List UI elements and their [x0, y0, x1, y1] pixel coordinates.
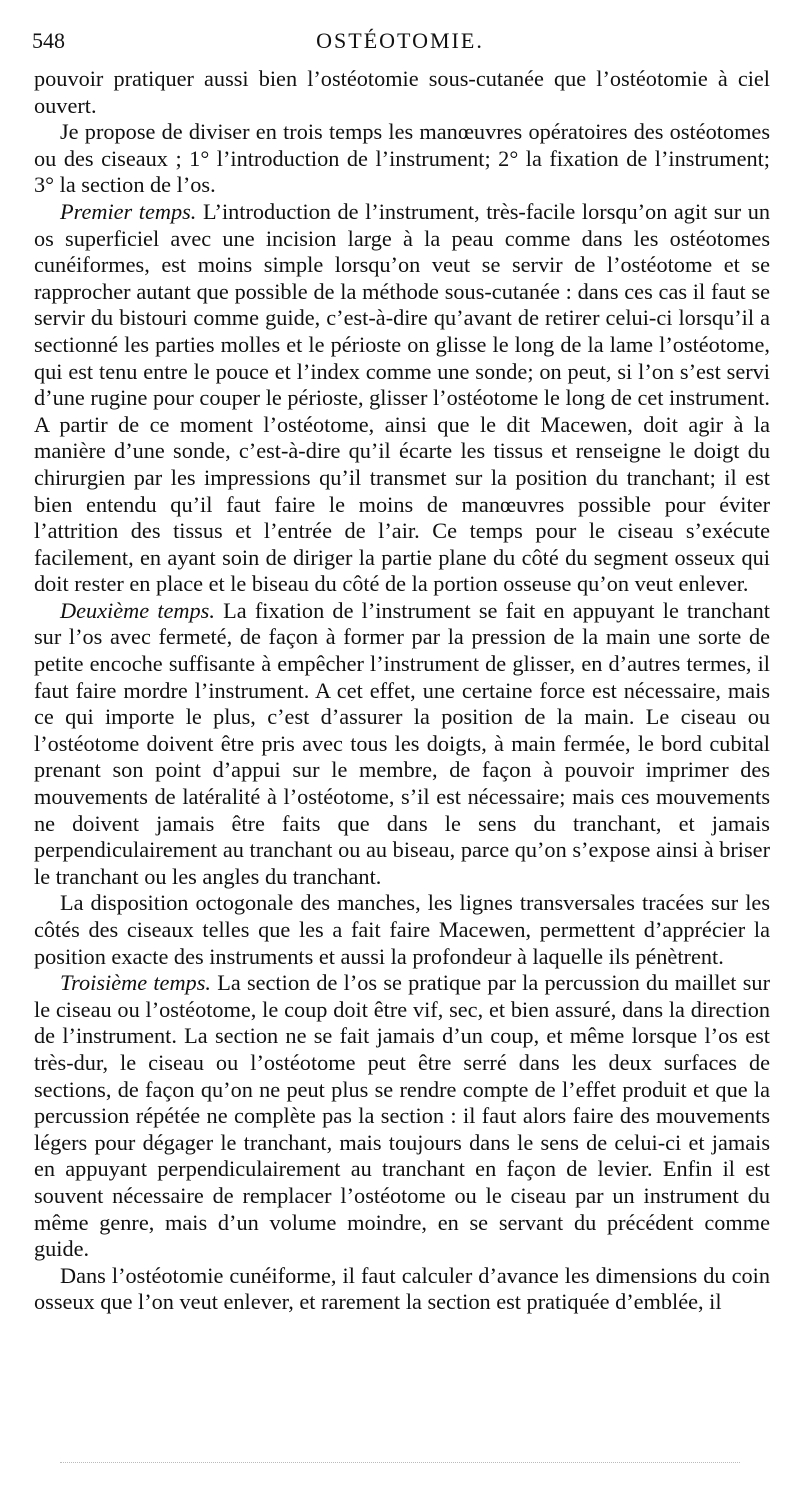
paragraph-text: L’introduction de l’instrument, très-facile lorsqu’on agit sur un os superficiel avec une incision large à la peau comme dans les ostéotomes cunéiformes, est moins simple lorsqu’on veut se servir de l’ostéotome et se rapprocher autant que possible de la méthode sous-cutanée : dans ces cas il faut se servir du bistouri comme guide, c’est-à-dire qu’avant de retirer celui-ci lorsqu’il a sectionné les parties molles et le périoste on glisse le long de la lame l’ostéotome, qui est tenu entre le pouce et l’index comme une sonde; on peut, si l’on s’est servi d’une rugine pour couper le périoste, glisser l’ostéotome le long de cet instrument. A partir de ce moment l’ostéotome, ainsi que le dit Macewen, doit agir à la manière d’une sonde, c’est-à-dire qu’il écarte les tissus et renseigne le doigt du chirurgien par les impressions qu’il transmet sur la position du tranchant; il est bien entendu qu’il faut faire le moins de manœuvres possible pour éviter l’attrition des tissus et l’entrée de l’air. Ce temps pour le ciseau s’exécute facilement, en ayant soin de diriger la partie plane du côté du segment osseux qui doit rester en place et le biseau du côté de la portion osseuse qu’on veut enlever.: [34, 198, 770, 597]
paragraph-lead: Deuxième temps.: [60, 597, 215, 623]
paragraph: [34, 1263, 770, 1316]
paragraph: [34, 890, 770, 970]
paragraph: [34, 970, 770, 1263]
bleed-through-line: [60, 1462, 740, 1463]
paragraph-text: Je propose de diviser en trois temps les manœuvres opératoires des ostéotomes ou des ciseaux ; 1° l’introduction de l’instrument; 2° la fixation de l’instrument; 3° la section de l’os.: [34, 119, 770, 198]
paragraph-lead: Premier temps.: [60, 198, 197, 224]
paragraph: [34, 119, 770, 199]
page-header: [32, 28, 768, 60]
paragraph: [34, 66, 770, 119]
paragraph-text: Dans l’ostéotomie cunéiforme, il faut calculer d’avance les dimensions du coin osseux que l’on veut enlever, et rarement la section est pratiquée d’emblée, il: [34, 1262, 770, 1315]
paragraph: [34, 598, 770, 891]
running-title: OSTÉOTOMIE.: [316, 28, 484, 53]
paragraph-text: La section de l’os se pratique par la percussion du maillet sur le ciseau ou l’ostéotome, le coup doit être vif, sec, et bien assuré, dans la direction de l’instrument. La section ne se fait jamais d’un coup, et même lorsque l’os est très-dur, le ciseau ou l’ostéotome peut être serré dans les deux surfaces de sections, de façon qu’on ne peut plus se rendre compte de l’effet produit et que la percussion répétée ne complète pas la section : il faut alors faire des mouvements légers pour dégager le tranchant, mais toujours dans le sens de celui-ci et jamais en appuyant perpendiculairement au tranchant en façon de levier. Enfin il est souvent nécessaire de remplacer l’ostéotome ou le ciseau par un instrument du même genre, mais d’un volume moindre, en se servant du précédent comme guide.: [34, 970, 770, 1262]
body-text: [34, 66, 770, 1316]
paragraph-text: La disposition octogonale des manches, les lignes transversales tracées sur les côtés des ciseaux telles que les a fait faire Macewen, permettent d’apprécier la position exacte des instruments et aussi la profondeur à laquelle ils pénètrent.: [34, 890, 770, 969]
paragraph: [34, 199, 770, 598]
paragraph-text: La fixation de l’instrument se fait en appuyant le tranchant sur l’os avec fermeté, de façon à former par la pression de la main une sorte de petite encoche suffisante à empêcher l’instrument de glisser, en d’autres termes, il faut faire mordre l’instrument. A cet effet, une certaine force est nécessaire, mais ce qui importe le plus, c’est d’assurer la position de la main. Le ciseau ou l’ostéotome doivent être pris avec tous les doigts, à main fermée, le bord cubital prenant son point d’appui sur le membre, de façon à pouvoir imprimer des mouvements de latéralité à l’ostéotome, s’il est nécessaire; mais ces mouvements ne doivent jamais être faits que dans le sens du tranchant, et jamais perpendiculairement au tranchant ou au biseau, parce qu’on s’expose ainsi à briser le tranchant ou les angles du tranchant.: [34, 597, 770, 889]
page-number: 548: [32, 28, 65, 53]
paragraph-text: pouvoir pratiquer aussi bien l’ostéotomie sous-cutanée que l’ostéotomie à ciel ouvert.: [34, 66, 770, 118]
paragraph-lead: Troisième temps.: [60, 970, 211, 996]
